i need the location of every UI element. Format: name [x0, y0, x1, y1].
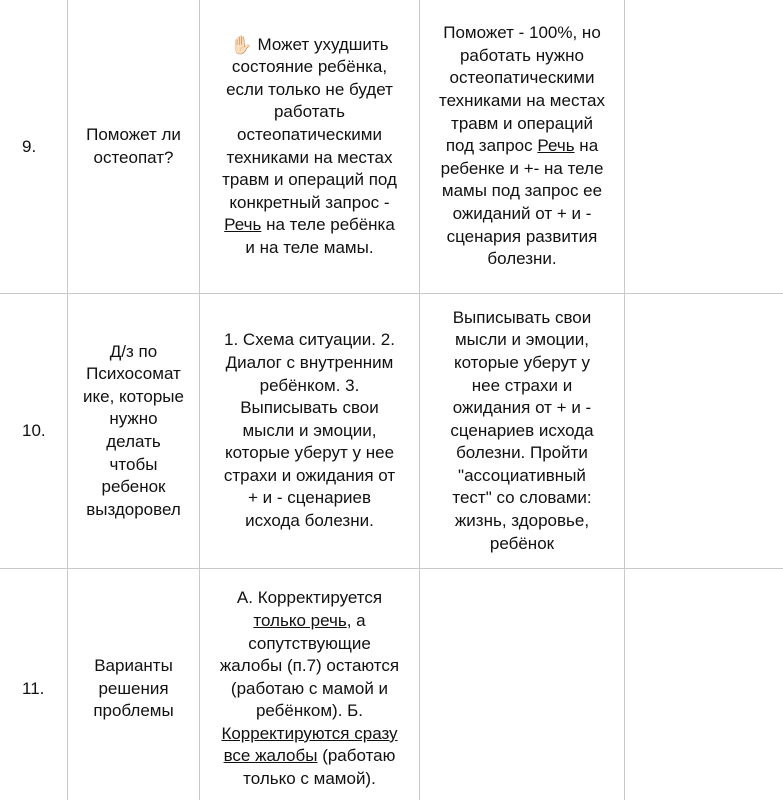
- text-segment: болезни.: [487, 249, 557, 269]
- text-segment: мысли и эмоции,: [242, 420, 377, 440]
- text-line: [220, 745, 399, 768]
- text-segment: ребёнком). Б.: [255, 701, 364, 721]
- text-line: [222, 56, 397, 79]
- empty-cell-11-b: [420, 569, 624, 809]
- row-number-9: 9.: [22, 136, 37, 156]
- text-line: [450, 307, 593, 330]
- text-line: [220, 633, 399, 656]
- text-line: [450, 375, 593, 398]
- text-line: [224, 465, 395, 488]
- text-segment: А. Корректируется: [236, 588, 383, 608]
- text-segment: травм и операций под: [222, 170, 397, 190]
- text-segment: , а: [346, 610, 366, 630]
- text-line: Психосомат: [86, 364, 181, 384]
- text-line: [220, 768, 399, 791]
- text-segment: страхи и ожидания от: [223, 465, 396, 485]
- text-segment: состояние ребёнка,: [231, 57, 388, 77]
- answer-text: [439, 22, 605, 271]
- text-line: [450, 510, 593, 533]
- text-segment: сценария развития: [446, 226, 598, 246]
- text-line: [222, 192, 397, 215]
- answer-cell-9-a: [200, 0, 419, 293]
- question-cell-11: [68, 569, 199, 809]
- text-segment: работать нужно: [459, 45, 585, 65]
- text-segment: + и - сценариев: [247, 488, 372, 508]
- text-line: [450, 329, 593, 352]
- text-line: [222, 79, 397, 102]
- text-segment: сценариев исхода: [450, 420, 594, 440]
- text-segment: Выписывать свои: [240, 398, 379, 418]
- text-line: [450, 465, 593, 488]
- text-line: остеопат?: [93, 147, 174, 167]
- text-segment: мысли и эмоции,: [454, 330, 590, 350]
- text-segment: 1. Схема ситуации. 2.: [224, 330, 395, 350]
- text-segment: техниками на местах: [439, 91, 605, 111]
- text-line: [222, 147, 397, 170]
- underlined-text: только речь: [253, 610, 347, 630]
- text-line: [224, 487, 395, 510]
- text-segment: мамы под запрос ее: [441, 181, 603, 201]
- row-number-11: 11.: [22, 679, 45, 698]
- text-segment: остеопатическими: [237, 124, 382, 144]
- text-line: [439, 113, 605, 136]
- text-line: проблемы: [93, 701, 174, 721]
- text-line: [224, 352, 395, 375]
- text-line: [439, 22, 605, 45]
- answer-cell-10-a: [200, 294, 419, 568]
- text-line: [450, 487, 593, 510]
- text-line: [220, 587, 399, 610]
- text-line: [222, 124, 397, 147]
- text-line: делать: [106, 432, 161, 451]
- text-segment: Выписывать свои: [452, 307, 592, 327]
- text-line: [439, 158, 605, 181]
- text-segment: тест" со словами:: [452, 488, 592, 508]
- text-line: [450, 352, 593, 375]
- question-text: [83, 341, 184, 522]
- text-line: Поможет ли: [86, 124, 181, 144]
- text-line: [439, 135, 605, 158]
- answer-cell-10-b: [420, 294, 624, 568]
- text-line: Варианты: [94, 656, 173, 676]
- empty-cell-11: [625, 569, 783, 809]
- text-segment: Поможет - 100%, но: [443, 23, 601, 43]
- answer-text: [450, 307, 593, 556]
- question-text: [86, 124, 181, 169]
- empty-cell-9: [625, 0, 783, 293]
- text-segment: нее страхи и: [471, 375, 573, 395]
- text-segment: которые уберут у нее: [224, 443, 395, 463]
- text-segment: если только не будет: [226, 79, 393, 99]
- text-segment: под запрос: [445, 136, 538, 156]
- text-line: [439, 226, 605, 249]
- text-line: [220, 610, 399, 633]
- text-line: [220, 723, 399, 746]
- text-segment: только с мамой).: [243, 769, 376, 789]
- text-segment: травм и операций: [451, 113, 593, 133]
- text-line: Д/з по: [109, 341, 158, 361]
- underlined-text: все жалобы: [223, 746, 318, 766]
- text-line: [224, 420, 395, 443]
- text-line: [222, 237, 397, 260]
- text-segment: жизнь, здоровье,: [454, 511, 590, 531]
- text-line: [439, 45, 605, 68]
- text-line: [220, 678, 399, 701]
- answer-text: [222, 34, 397, 260]
- text-segment: Может ухудшить: [252, 34, 389, 54]
- text-segment: конкретный запрос -: [229, 192, 390, 212]
- text-segment: болезни. Пройти: [456, 443, 588, 463]
- text-segment: и на теле мамы.: [245, 237, 374, 257]
- text-line: [450, 420, 593, 443]
- text-line: [222, 214, 397, 237]
- text-line: [450, 533, 593, 556]
- text-segment: исхода болезни.: [245, 511, 374, 531]
- text-segment: которые уберут у: [453, 352, 591, 372]
- underlined-text: Корректируются сразу: [221, 723, 398, 743]
- question-cell-10: [68, 294, 199, 568]
- text-line: выздоровел: [86, 499, 181, 519]
- text-line: [222, 34, 397, 57]
- text-segment: остеопатическими: [449, 68, 595, 88]
- text-segment: ребёнком. 3.: [259, 375, 360, 395]
- text-segment: ожиданий от + и -: [452, 203, 592, 223]
- row-number-10: 10.: [22, 421, 46, 440]
- text-line: [222, 101, 397, 124]
- text-line: [220, 655, 399, 678]
- text-segment: на теле ребёнка: [261, 215, 395, 235]
- text-segment: (работаю с мамой и: [230, 678, 389, 698]
- text-line: [439, 248, 605, 271]
- text-segment: ребёнок: [489, 533, 555, 553]
- text-line: ребенок: [101, 477, 166, 497]
- text-line: чтобы: [109, 454, 158, 474]
- text-line: ике, которые: [83, 386, 184, 406]
- text-line: [450, 442, 593, 465]
- question-cell-9: [68, 0, 199, 293]
- question-text: [93, 655, 173, 723]
- text-line: [224, 329, 395, 352]
- text-line: [439, 180, 605, 203]
- text-line: решения: [98, 678, 169, 698]
- text-segment: "ассоциативный: [458, 465, 586, 485]
- answer-text: [220, 587, 399, 790]
- raised-hand-icon: ✋🏻: [230, 34, 253, 55]
- text-line: [224, 397, 395, 420]
- answer-cell-11-a: [200, 569, 419, 809]
- text-line: [220, 700, 399, 723]
- text-line: [224, 375, 395, 398]
- underlined-text: Речь: [537, 136, 575, 156]
- text-segment: ожидания от + и -: [452, 398, 592, 418]
- text-line: [224, 442, 395, 465]
- text-segment: (работаю: [317, 746, 396, 766]
- text-line: [439, 203, 605, 226]
- text-segment: ребенке и +- на теле: [440, 158, 604, 178]
- text-segment: сопутствующие: [248, 633, 371, 653]
- empty-cell-10: [625, 294, 783, 568]
- text-line: [439, 90, 605, 113]
- answer-text: [224, 329, 395, 532]
- text-line: [450, 397, 593, 420]
- text-segment: работать: [273, 102, 346, 122]
- text-segment: на: [574, 136, 599, 156]
- text-line: [224, 510, 395, 533]
- answer-cell-9-b: [420, 0, 624, 293]
- text-line: [222, 169, 397, 192]
- underlined-text: Речь: [224, 215, 262, 235]
- text-segment: Диалог с внутренним: [225, 352, 394, 372]
- text-segment: жалобы (п.7) остаются: [219, 656, 400, 676]
- text-segment: техниками на местах: [226, 147, 393, 167]
- text-line: [439, 67, 605, 90]
- text-line: нужно: [109, 409, 158, 429]
